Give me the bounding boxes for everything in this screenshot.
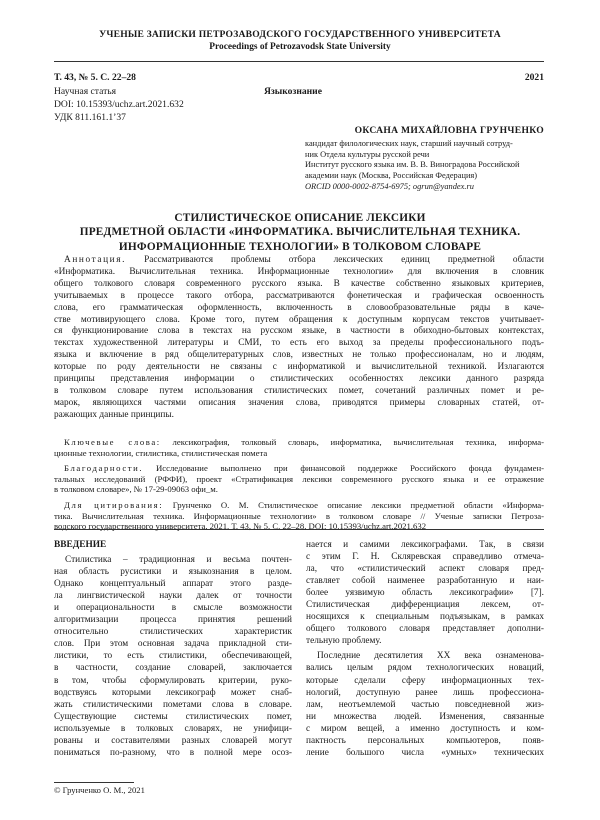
author-name: ОКСАНА МИХАЙЛОВНА ГРУНЧЕНКО: [354, 125, 544, 136]
citation-text: водского государственного университета. 2021. Т. 43, № 5. С. 22–28. DOI: 10.15393/uchz.art.2021.632: [54, 521, 427, 532]
body-line: относительно стилистических характеристик: [54, 627, 292, 638]
abstract-line: принципы представления информации о стилистических особенностях лексики данного разряда: [54, 374, 544, 385]
affiliation-line: кандидат филологических наук, старший научный сотруд-: [305, 139, 513, 148]
body-line: ление большого числа «умных» технических: [306, 747, 544, 758]
footer-divider: [54, 782, 134, 783]
abstract-line: стве мотивирующего слова. Кроме того, путем обращения к доступным корпусам текстов учитывает-: [54, 314, 544, 325]
body-line: рованы и составителями разных словарей могут: [54, 735, 292, 746]
body-column-right: [306, 539, 544, 759]
article-type: Научная статья: [54, 86, 117, 97]
body-line: алгоритмизации процесса принятия решений: [54, 615, 292, 626]
body-line: в частности, создание словарей, заключается: [54, 663, 292, 674]
abstract-label: Аннотация.: [64, 255, 127, 265]
udc-code: УДК 811.161.1’37: [54, 112, 126, 123]
body-line: Стилистическая дифференциация лексем, от-: [306, 600, 544, 611]
body-line: нается и самими лексикографами. Так, в связи: [306, 540, 544, 550]
body-line: слов. При этом основная задача прикладной сти-: [54, 639, 292, 650]
header-divider: [54, 61, 544, 62]
body-line: тельную проблему.: [306, 636, 382, 647]
body-line: общего толкового словаря представляет дополни-: [306, 624, 544, 635]
body-line: ла лингвистической науки далек от точности: [54, 591, 292, 602]
body-line: нологий, доступную ранее лишь профессиона-: [306, 687, 544, 698]
body-line: носящихся к специальным подъязыкам, в рамках: [306, 612, 544, 623]
abstract-line: марок, являющихся частями описания значения слова, приводятся примеры словарных статей, от-: [54, 397, 544, 408]
acknowledgements: [54, 463, 544, 495]
body-line: с миром вещей, а именно доступность и ком-: [306, 723, 544, 734]
citation-text: Грунченко О. М. Стилистическое описание лексики предметной области «Информа-: [172, 500, 545, 510]
intro-heading: ВВЕДЕНИЕ: [54, 540, 107, 550]
body-line: пониматься по-разному, что в полной мере осоз-: [54, 747, 292, 758]
body-line: и операциональности в смысле возможности: [54, 603, 292, 614]
citation: [54, 500, 544, 532]
body-line: пактность персональных компьютеров, появ-: [306, 735, 544, 746]
abstract-line: слова, его грамматическая оформленность, включенность в словообразовательные ряды в каче-: [54, 302, 544, 313]
body-line: водствуясь которыми лексикограф может снаб-: [54, 687, 292, 698]
keywords-label: Ключевые слова:: [64, 437, 161, 447]
abstract-line: учитываемых в процессе такого отбора, рассматриваются фонетическая и графическая освоенность: [54, 290, 544, 301]
abstract-line: общего толкового словаря современного русского языка. В качестве собственно языковых критериев,: [54, 278, 544, 289]
body-line: Однако концептуальный аппарат этого разде-: [54, 579, 292, 590]
body-line: которые сделали сферу информационных тех-: [306, 675, 544, 686]
body-line: вались целым рядом технологических новаций,: [306, 663, 544, 674]
body-line: Последние десятилетия XX века ознаменова-: [317, 651, 544, 662]
body-column-left: [54, 539, 292, 759]
abstract-line: текстах художественной литературы и СМИ, то есть его выход за пределы профессионального подъ-: [54, 338, 544, 349]
body-line: более уязвимую область лексикографии» [7].: [306, 588, 544, 599]
affiliation-line: ник Отдела культуры русской речи: [305, 149, 430, 159]
citation-text: тика. Вычислительная техника. Информационные технологии» в толковом словаре // Ученые записки Петроза-: [54, 510, 544, 521]
journal-title: УЧЕНЫЕ ЗАПИСКИ ПЕТРОЗАВОДСКОГО ГОСУДАРСТВЕННОГО УНИВЕРСИТЕТА: [99, 29, 501, 40]
article-title: [60, 211, 540, 254]
body-line: Стилистика – традиционная и весьма почтен-: [65, 555, 292, 566]
keywords-text: ционные технологии, стилистика, стилистическая помета: [54, 447, 268, 458]
body-line: ла, что «стилистический аспект словаря пред-: [306, 564, 544, 575]
title-line: СТИЛИСТИЧЕСКОЕ ОПИСАНИЕ ЛЕКСИКИ: [174, 212, 426, 224]
body-line: жать стилистическими пометами слова в словаре.: [54, 699, 292, 710]
body-line: лам, неотъемлемой частью повседневной жиз-: [306, 699, 544, 710]
title-line: ПРЕДМЕТНОЙ ОБЛАСТИ «ИНФОРМАТИКА. ВЫЧИСЛИТЕЛЬНАЯ ТЕХНИКА.: [79, 226, 521, 239]
copyright: © Грунченко О. М., 2021: [54, 785, 145, 795]
abstract-line: «Информатика. Вычислительная техника. Информационные технологии» для включения в словник: [54, 266, 544, 277]
journal-subtitle: Proceedings of Petrozavodsk State University: [209, 42, 391, 52]
abstract-line: ражающих данные принципы.: [54, 409, 174, 420]
citation-label: Для цитирования:: [64, 500, 164, 510]
abstract-line: Рассматриваются проблемы отбора лексических единиц предметной области: [144, 255, 544, 265]
body-line: в том, чтобы сформулировать критерии, руко-: [54, 675, 292, 686]
abstract-line: ся функционирование слова в текстах на русском языке, в частности в обиходно-бытовых контекстах,: [54, 326, 544, 337]
body-line: ни множества людей. Изменения, связанные: [306, 711, 544, 722]
doi: DOI: 10.15393/uchz.art.2021.632: [54, 99, 184, 110]
keywords-text: лексикография, толковый словарь, информатика, вычислительная техника, информа-: [172, 437, 544, 447]
section-name: Языкознание: [264, 86, 322, 97]
abstract-line: которые по роду деятельности не связаны с информатикой и вычислительной техникой. Излагаются: [54, 362, 544, 373]
title-line: ИНФОРМАЦИОННЫЕ ТЕХНОЛОГИИ» В ТОЛКОВОМ СЛОВАРЕ: [118, 240, 482, 253]
body-line: Существующие системы стилистических помет,: [54, 711, 292, 722]
body-line: листики, то есть стилистики, обеспечивающей,: [54, 651, 292, 662]
abstract-line: языка и включение в ряд общелитературных слов, известных не только профессионалам, но и людям,: [54, 350, 544, 361]
acknowledgements-text: в толковом словаре», № 17-29-09063 офи_м.: [54, 484, 218, 495]
body-line: используемые в толковых словарях, не унифици-: [54, 723, 292, 734]
publication-year: 2021: [524, 72, 544, 83]
body-line: ная область русистики и языкознания в целом.: [54, 567, 292, 578]
body-line: с этим Г. Н. Скляревская справедливо отмеча-: [306, 552, 544, 563]
abstract: [54, 255, 544, 422]
keywords: [54, 437, 544, 458]
author-affiliation: [305, 139, 545, 193]
content-divider: [54, 529, 544, 530]
acknowledgements-text: тальных исследований (РФФИ), проект «Стратификация лексики современного русского языка и ее отражение: [54, 473, 544, 484]
affiliation-line: академии наук (Москва, Российская Федерация): [305, 171, 478, 181]
body-line: ставляет собой наименее разработанную и наи-: [306, 576, 544, 587]
affiliation-line: Институт русского языка им. В. В. Виноградова Российской: [305, 160, 520, 170]
volume-info: Т. 43, № 5. С. 22–28: [54, 72, 136, 83]
acknowledgements-text: Исследование выполнено при финансовой поддержке Российского фонда фундамен-: [155, 463, 545, 473]
acknowledgements-label: Благодарности.: [64, 463, 144, 473]
abstract-line: в толковом словаре путем использования стилистических помет, сочетаний различных помет и ре-: [54, 385, 544, 396]
author-orcid: ORCID 0000-0002-8754-6975; ogrun@yandex.ru: [305, 181, 474, 191]
